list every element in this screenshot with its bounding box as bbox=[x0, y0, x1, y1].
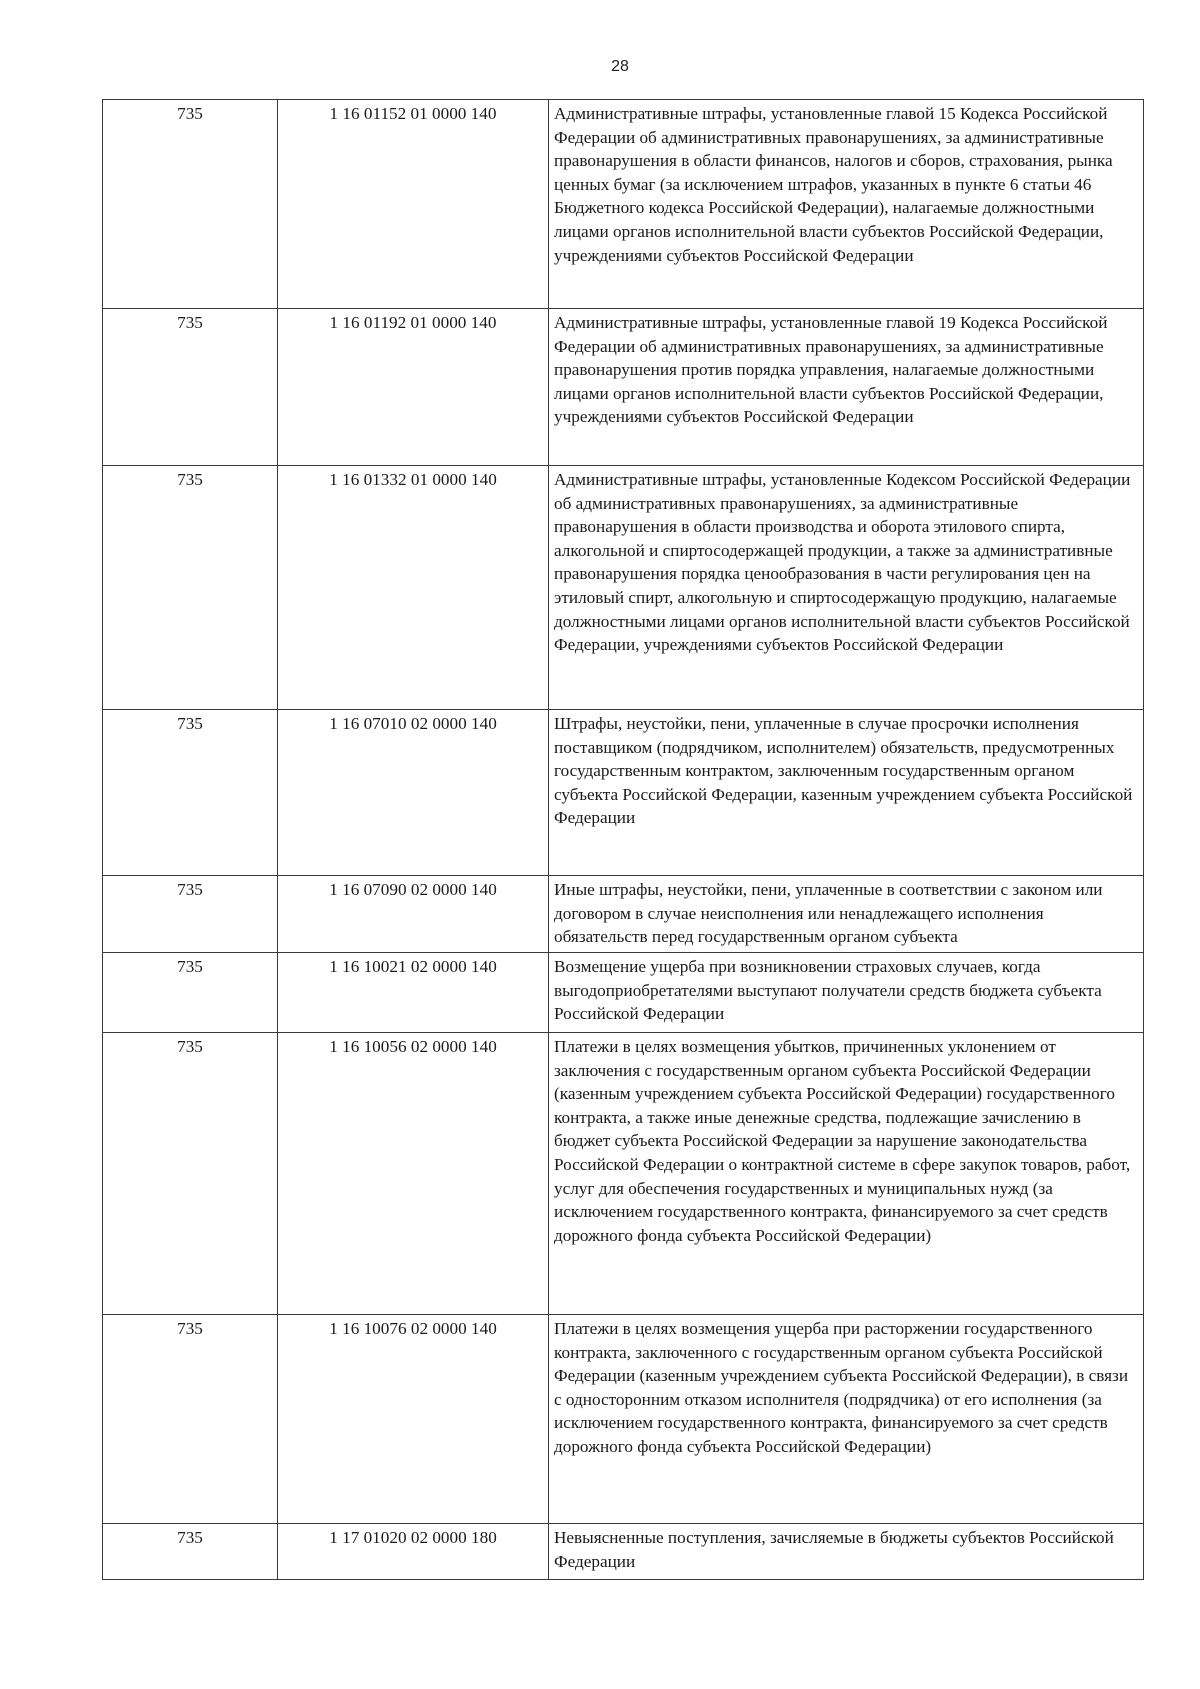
table-row bbox=[103, 466, 1144, 710]
revenue-name-cell: Платежи в целях возмещения ущерба при расторжении государственного контракта, заключенного с государственным органом субъекта Российской Федерации (казенным учреждением субъекта Российской Федерации), в связи с односторонним отказом исполнителя (подрядчика) от его исполнения (за исключением государственного контракта, финансируемого за счет средств дорожного фонда субъекта Российской Федерации) bbox=[549, 1315, 1144, 1524]
budget-code-cell: 1 16 07090 02 0000 140 bbox=[278, 876, 549, 953]
admin-code-cell: 735 bbox=[103, 100, 278, 309]
revenue-name-cell: Штрафы, неустойки, пени, уплаченные в случае просрочки исполнения поставщиком (подрядчиком, исполнителем) обязательств, предусмотренных государственным контрактом, заключенным государственным органом субъекта Российской Федерации, казенным учреждением субъекта Российской Федерации bbox=[549, 710, 1144, 876]
table-row bbox=[103, 309, 1144, 466]
page-number: 28 bbox=[611, 58, 629, 75]
budget-code-cell: 1 16 10076 02 0000 140 bbox=[278, 1315, 549, 1524]
revenue-name-cell: Административные штрафы, установленные Кодексом Российской Федерации об административных правонарушениях, за административные правонарушения в области производства и оборота этилового спирта, алкогольной и спиртосодержащей продукции, а также за административные правонарушения порядка ценообразования в части регулирования цен на этиловый спирт, алкогольную и спиртосодержащую продукцию, налагаемые должностными лицами органов исполнительной власти субъектов Российской Федерации, учреждениями субъектов Российской Федерации bbox=[549, 466, 1144, 710]
admin-code-cell: 735 bbox=[103, 876, 278, 953]
budget-codes-table bbox=[102, 99, 1144, 1580]
table-row bbox=[103, 1524, 1144, 1580]
admin-code-cell: 735 bbox=[103, 1524, 278, 1580]
admin-code-cell: 735 bbox=[103, 309, 278, 466]
admin-code-cell: 735 bbox=[103, 710, 278, 876]
admin-code-cell: 735 bbox=[103, 953, 278, 1033]
table-row bbox=[103, 953, 1144, 1033]
table-row bbox=[103, 710, 1144, 876]
admin-code-cell: 735 bbox=[103, 1315, 278, 1524]
revenue-name-cell: Невыясненные поступления, зачисляемые в бюджеты субъектов Российской Федерации bbox=[549, 1524, 1144, 1580]
budget-code-cell: 1 16 07010 02 0000 140 bbox=[278, 710, 549, 876]
table-row bbox=[103, 100, 1144, 309]
table-row bbox=[103, 876, 1144, 953]
budget-code-cell: 1 16 01192 01 0000 140 bbox=[278, 309, 549, 466]
revenue-name-cell: Платежи в целях возмещения убытков, причиненных уклонением от заключения с государственным органом субъекта Российской Федерации (казенным учреждением субъекта Российской Федерации) государственного контракта, а также иные денежные средства, подлежащие зачислению в бюджет субъекта Российской Федерации за нарушение законодательства Российской Федерации о контрактной системе в сфере закупок товаров, работ, услуг для обеспечения государственных и муниципальных нужд (за исключением государственного контракта, финансируемого за счет средств дорожного фонда субъекта Российской Федерации) bbox=[549, 1033, 1144, 1315]
revenue-name-cell: Административные штрафы, установленные главой 19 Кодекса Российской Федерации об административных правонарушениях, за административные правонарушения против порядка управления, налагаемые должностными лицами органов исполнительной власти субъектов Российской Федерации, учреждениями субъектов Российской Федерации bbox=[549, 309, 1144, 466]
budget-code-cell: 1 16 10021 02 0000 140 bbox=[278, 953, 549, 1033]
revenue-name-cell: Административные штрафы, установленные главой 15 Кодекса Российской Федерации об административных правонарушениях, за административные правонарушения в области финансов, налогов и сборов, страхования, рынка ценных бумаг (за исключением штрафов, указанных в пункте 6 статьи 46 Бюджетного кодекса Российской Федерации), налагаемые должностными лицами органов исполнительной власти субъектов Российской Федерации, учреждениями субъектов Российской Федерации bbox=[549, 100, 1144, 309]
table-row bbox=[103, 1315, 1144, 1524]
budget-code-cell: 1 17 01020 02 0000 180 bbox=[278, 1524, 549, 1580]
admin-code-cell: 735 bbox=[103, 1033, 278, 1315]
budget-code-cell: 1 16 10056 02 0000 140 bbox=[278, 1033, 549, 1315]
table-row bbox=[103, 1033, 1144, 1315]
budget-code-cell: 1 16 01332 01 0000 140 bbox=[278, 466, 549, 710]
admin-code-cell: 735 bbox=[103, 466, 278, 710]
revenue-name-cell: Возмещение ущерба при возникновении страховых случаев, когда выгодоприобретателями выступают получатели средств бюджета субъекта Российской Федерации bbox=[549, 953, 1144, 1033]
revenue-name-cell: Иные штрафы, неустойки, пени, уплаченные в соответствии с законом или договором в случае неисполнения или ненадлежащего исполнения обязательств перед государственным органом субъекта bbox=[549, 876, 1144, 953]
budget-code-cell: 1 16 01152 01 0000 140 bbox=[278, 100, 549, 309]
